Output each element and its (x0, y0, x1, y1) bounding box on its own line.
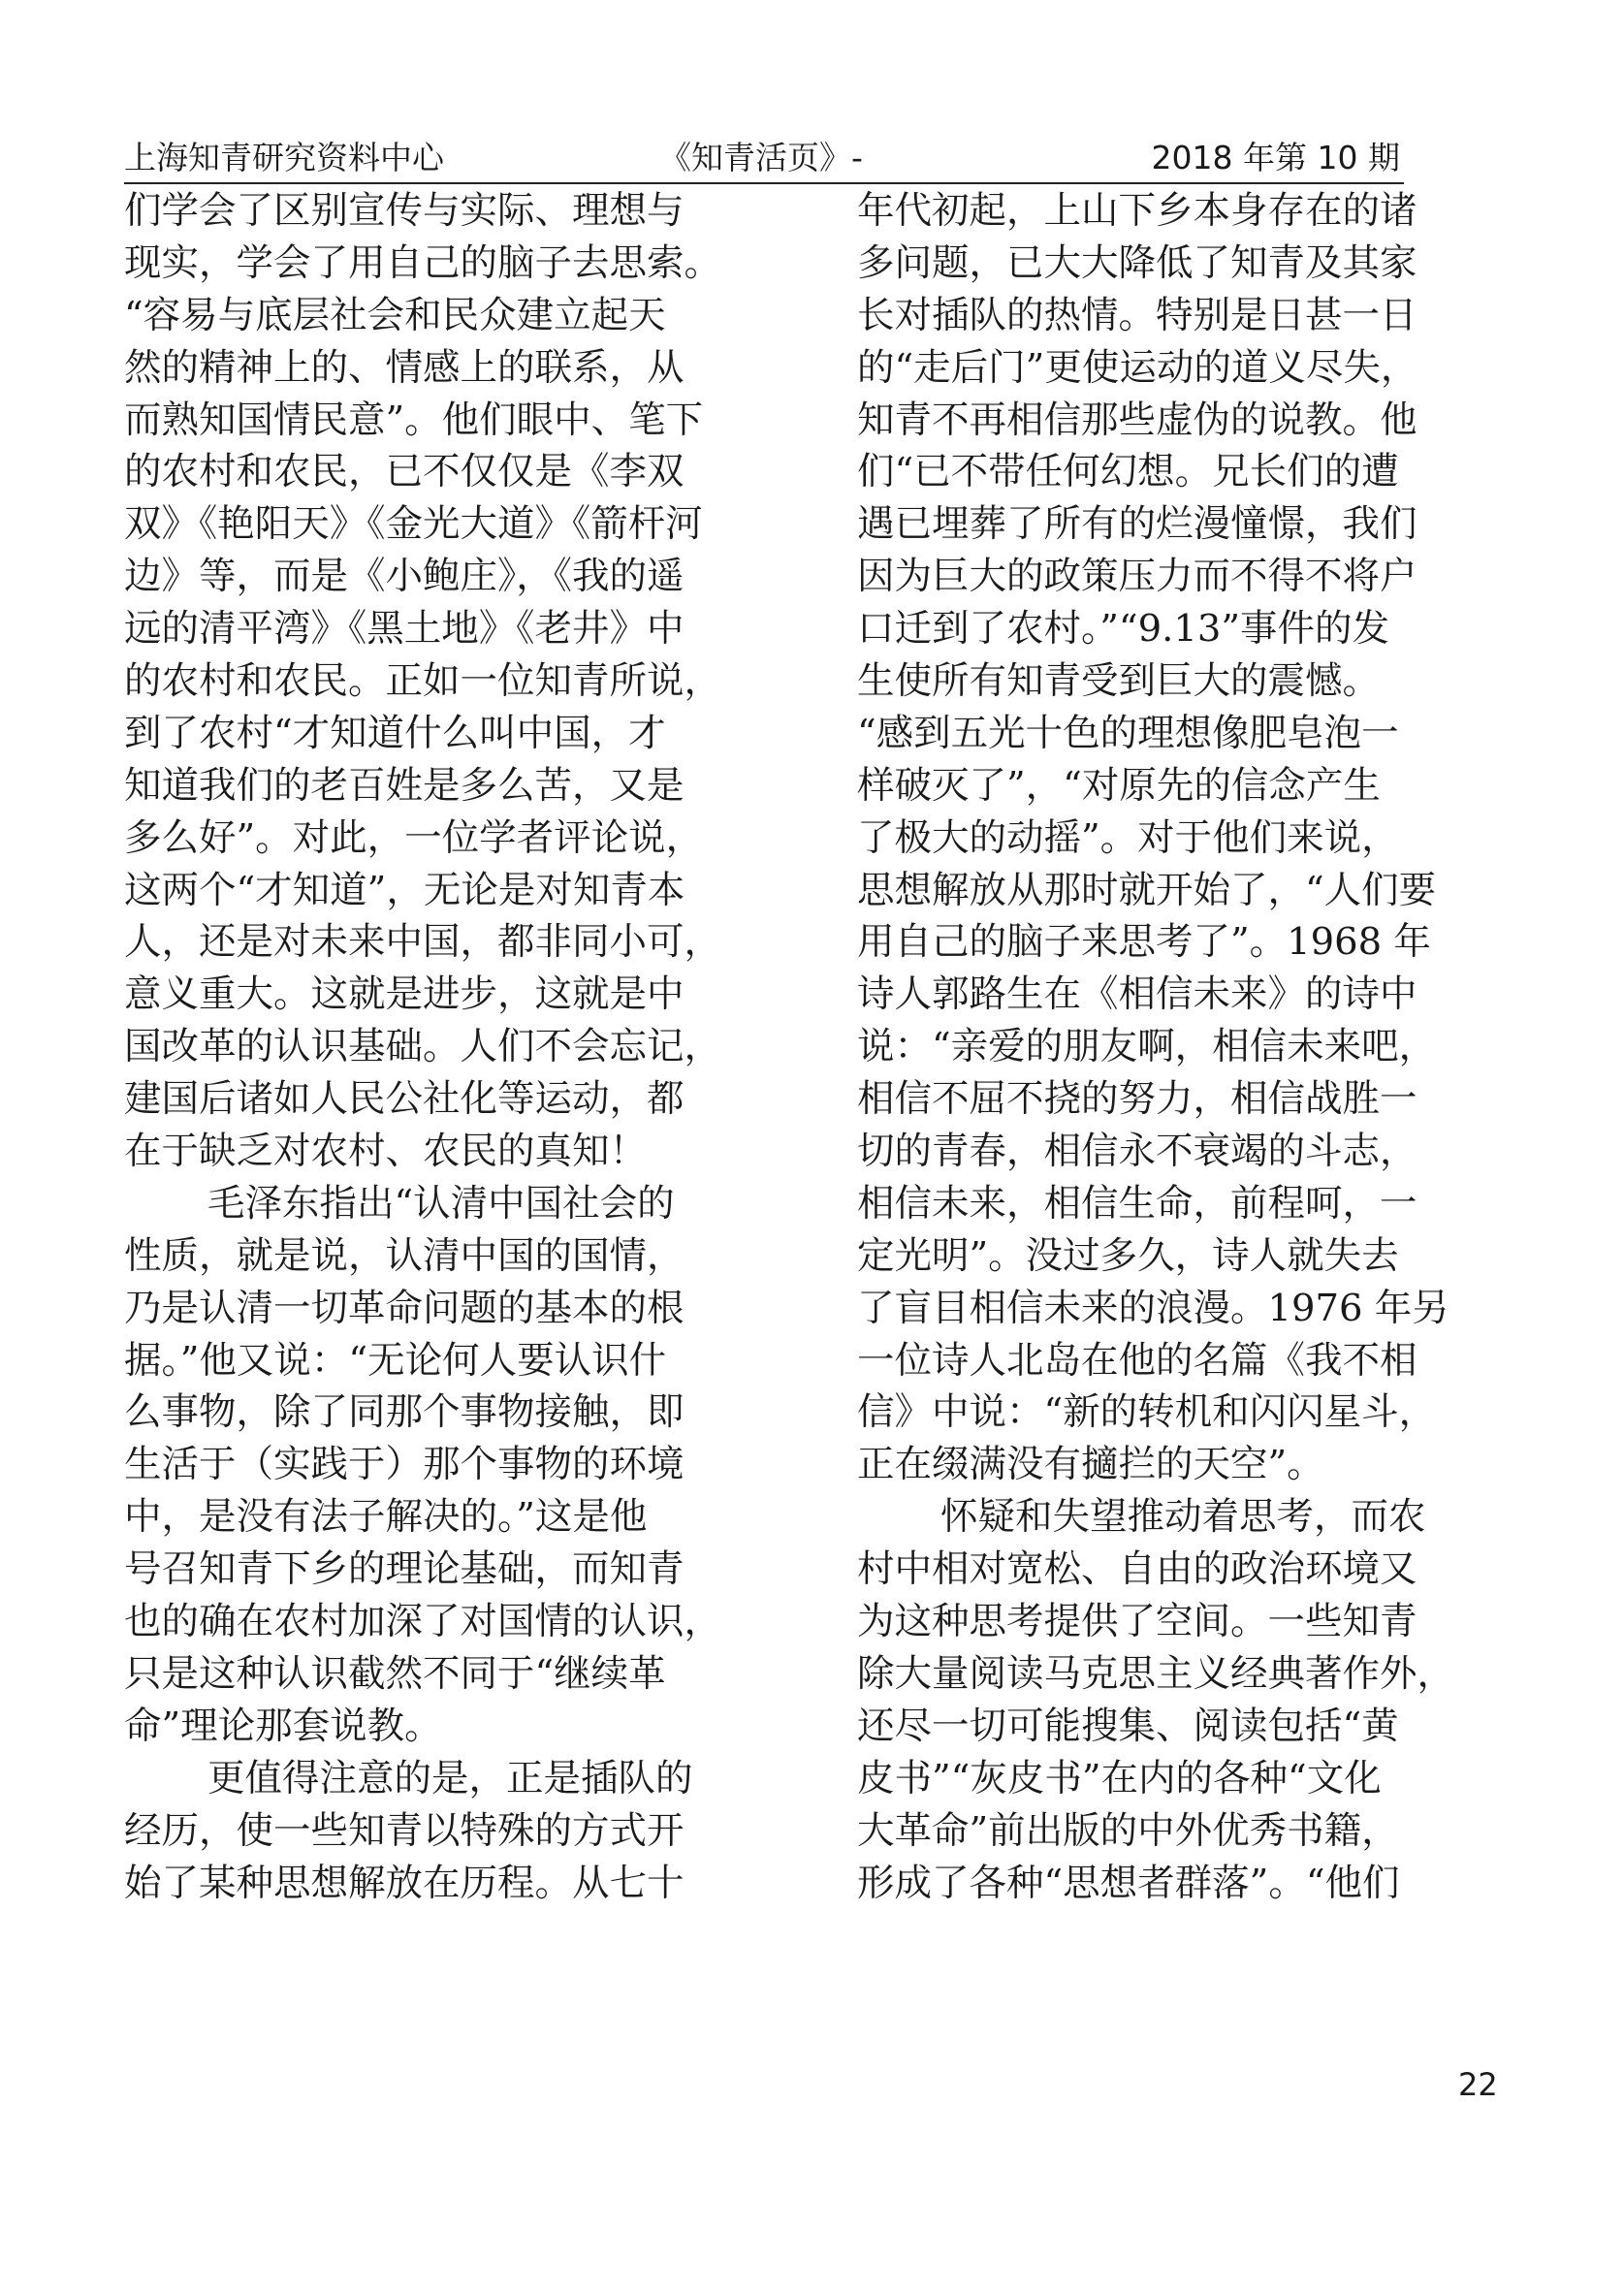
text-line: 还尽一切可能搜集、阅读包括“黄 (857, 1704, 1399, 1748)
text-line: 多么好”。对此，一位学者评论说， (124, 815, 704, 860)
text-line: 知青不再相信那些虚伪的说教。他 (857, 398, 1417, 442)
text-line: 而熟知国情民意”。他们眼中、笔下 (124, 398, 704, 442)
text-line: 据。”他又说：“无论何人要认识什 (124, 1338, 667, 1383)
text-line: 到了农村“才知道什么叫中国，才 (124, 711, 666, 755)
text-line: 性质，就是说，认清中国的国情， (124, 1233, 685, 1278)
text-line: 多问题，已大大降低了知青及其家 (857, 240, 1417, 285)
running-header (124, 134, 1400, 182)
text-line: 了极大的动摇”。对于他们来说， (857, 815, 1399, 860)
text-line: 们学会了区别宣传与实际、理想与 (124, 189, 685, 233)
text-line: 边》等，而是《小鲍庄》，《我的遥 (124, 555, 685, 599)
text-line: 形成了各种“思想者群落”。“他们 (857, 1861, 1400, 1905)
text-line: 长对插队的热情。特别是日甚一日 (857, 293, 1417, 337)
text-line: 经历，使一些知青以特殊的方式开 (124, 1808, 685, 1853)
text-line: 样破灭了”，“对原先的信念产生 (857, 763, 1381, 808)
text-line: 皮书”“灰皮书”在内的各种“文化 (857, 1756, 1382, 1800)
text-line: 用自己的脑子来思考了”。1968 年 (857, 920, 1431, 965)
header-issue: 2018 年第 10 期 (1151, 139, 1400, 176)
text-line: 乃是认清一切革命问题的基本的根 (124, 1286, 685, 1330)
text-line: 为这种思考提供了空间。一些知青 (857, 1600, 1417, 1644)
text-line: 建国后诸如人民公社化等运动，都 (124, 1077, 685, 1122)
text-line: 双》《艳阳天》《金光大道》《箭杆河 (124, 502, 703, 547)
text-line: 在于缺乏对农村、农民的真知！ (124, 1130, 648, 1174)
text-line: 知道我们的老百姓是多么苦，又是 (124, 763, 685, 808)
text-line: 国改革的认识基础。人们不会忘记， (124, 1025, 722, 1069)
text-line: 说：“亲爱的朋友啊，相信未来吧， (857, 1025, 1437, 1069)
text-line: 信》中说：“新的转机和闪闪星斗， (857, 1390, 1437, 1435)
text-line: 毛泽东指出“认清中国社会的 (207, 1181, 675, 1226)
text-line: 中，是没有法子解决的。”这是他 (124, 1495, 648, 1540)
text-line: 意义重大。这就是进步，这就是中 (124, 972, 685, 1017)
text-line: 年代初起，上山下乡本身存在的诸 (857, 189, 1417, 233)
text-line: 思想解放从那时就开始了，“人们要 (857, 868, 1437, 912)
text-line: 这两个“才知道”，无论是对知青本 (124, 868, 685, 912)
text-line: 定光明”。没过多久，诗人就失去 (857, 1233, 1399, 1278)
text-line: 们“已不带任何幻想。兄长们的遭 (857, 450, 1399, 494)
text-line: 因为巨大的政策压力而不得不将户 (857, 555, 1417, 599)
text-line: 生使所有知青受到巨大的震憾。 (857, 659, 1381, 704)
text-line: 口迁到了农村。”“9.13”事件的发 (857, 607, 1390, 652)
left-column (124, 185, 783, 1909)
text-line: 远的清平湾》《黑土地》《老井》中 (124, 607, 685, 652)
text-line: 人，还是对未来中国，都非同小可， (124, 920, 722, 965)
text-line: “容易与底层社会和民众建立起天 (124, 293, 666, 337)
text-line: 只是这种认识截然不同于“继续革 (124, 1651, 666, 1696)
text-line: 命”理论那套说教。 (124, 1704, 442, 1748)
text-line: 大革命”前出版的中外优秀书籍， (857, 1808, 1399, 1853)
text-line: “感到五光十色的理想像肥皂泡一 (857, 711, 1399, 755)
text-line: 的“走后门”更使运动的道义尽失， (857, 345, 1418, 390)
text-line: 现实，学会了用自己的脑子去思索。 (124, 240, 722, 285)
header-publication: 《知青活页》- (659, 139, 863, 176)
text-line: 一位诗人北岛在他的名篇《我不相 (857, 1338, 1417, 1383)
text-line: 更值得注意的是，正是插队的 (207, 1756, 693, 1800)
right-column (857, 185, 1516, 1909)
text-line: 了盲目相信未来的浪漫。1976 年另 (857, 1286, 1449, 1330)
text-line: 相信不屈不挠的努力，相信战胜一 (857, 1077, 1417, 1122)
text-line: 也的确在农村加深了对国情的认识， (124, 1600, 722, 1644)
text-line: 的农村和农民。正如一位知青所说， (124, 659, 722, 704)
text-line: 始了某种思想解放在历程。从七十 (124, 1861, 685, 1905)
text-line: 么事物，除了同那个事物接触，即 (124, 1390, 685, 1435)
text-line: 村中相对宽松、自由的政治环境又 (857, 1547, 1417, 1592)
text-line: 遇已埋葬了所有的烂漫憧憬，我们 (857, 502, 1417, 547)
text-line: 的农村和农民，已不仅仅是《李双 (124, 450, 685, 494)
page-number: 22 (1458, 2066, 1498, 2103)
text-line: 相信未来，相信生命，前程呵，一 (857, 1181, 1417, 1226)
text-line: 号召知青下乡的理论基础，而知青 (124, 1547, 685, 1592)
text-line: 然的精神上的、情感上的联系，从 (124, 345, 685, 390)
header-organization: 上海知青研究资料中心 (124, 139, 444, 176)
text-line: 生活于（实践于）那个事物的环境 (124, 1443, 685, 1487)
header-rule (124, 182, 1404, 184)
text-line: 除大量阅读马克思主义经典著作外， (857, 1651, 1455, 1696)
text-line: 诗人郭路生在《相信未来》的诗中 (857, 972, 1417, 1017)
text-line: 怀疑和失望推动着思考，而农 (940, 1495, 1426, 1540)
text-line: 切的青春，相信永不衰竭的斗志， (857, 1130, 1417, 1174)
text-line: 正在缀满没有擿拦的天空”。 (857, 1443, 1324, 1487)
